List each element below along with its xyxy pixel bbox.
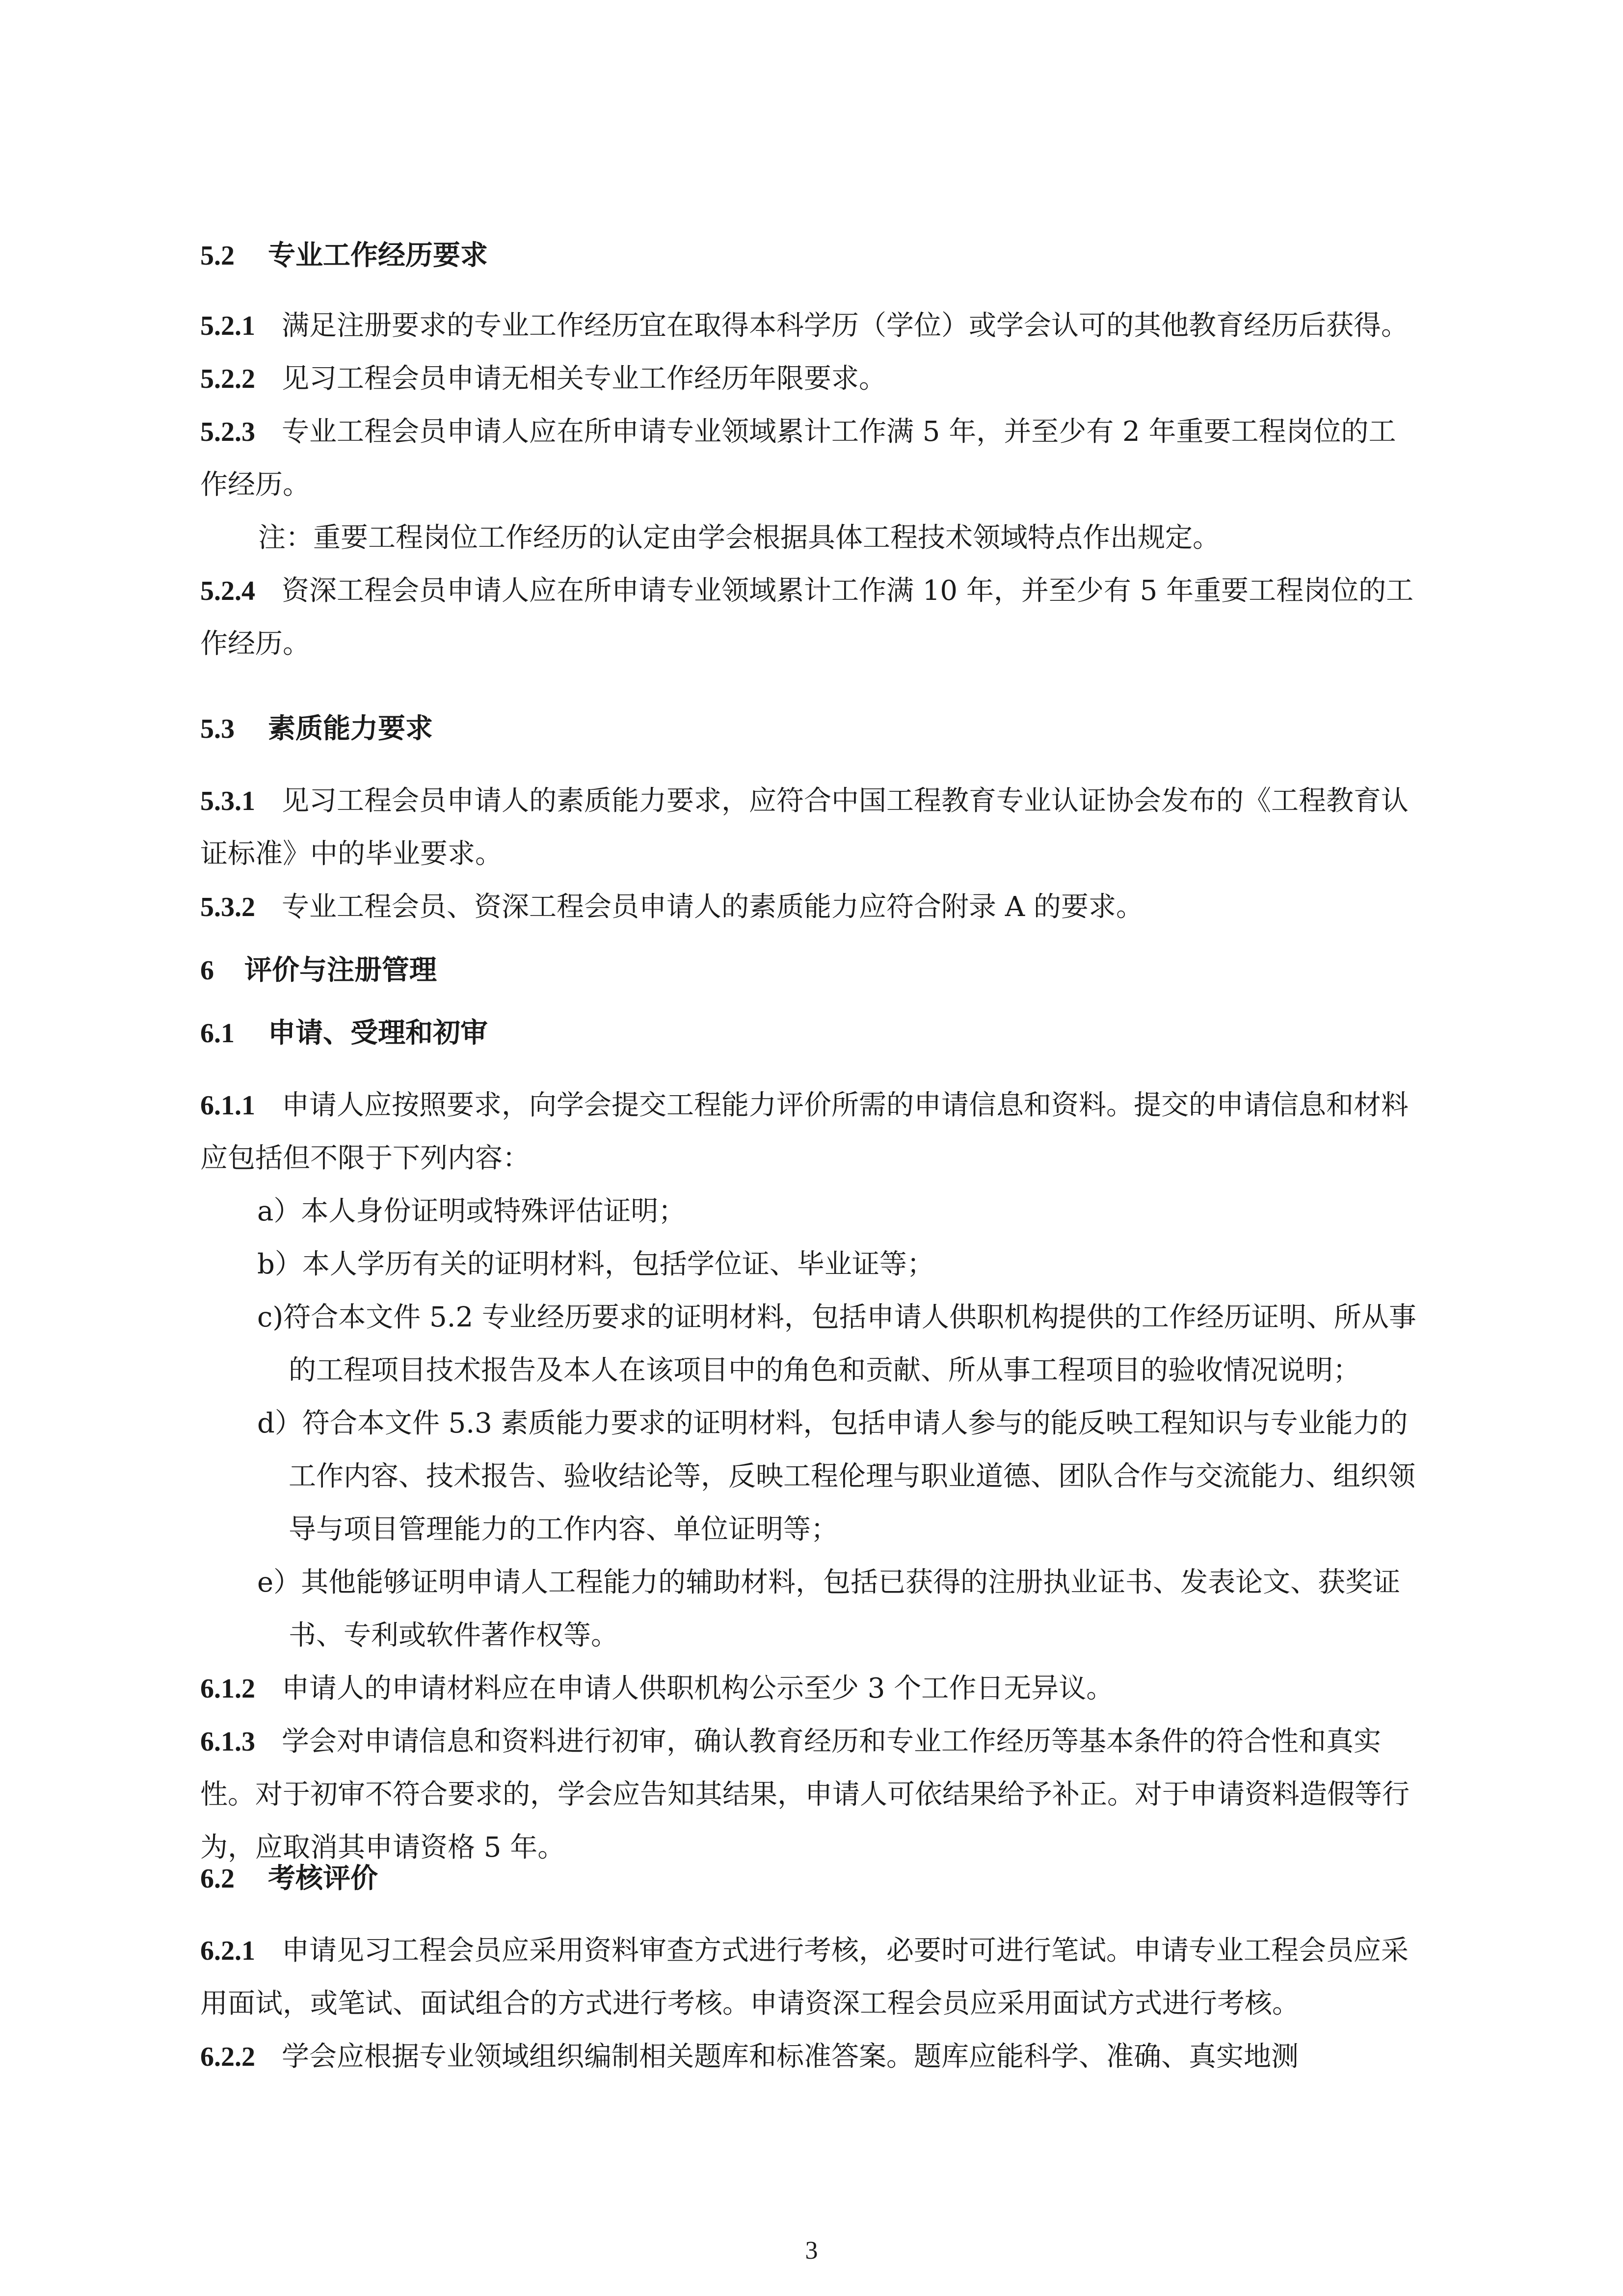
- heading-5-3: 5.3 素质能力要求: [200, 713, 433, 745]
- clause-6-2-1: 6.2.1 申请见习工程会员应采用资料审查方式进行考核，必要时可进行笔试。申请专业工程会员应采用面试，或笔试、面试组合的方式进行考核。申请资深工程会员应采用面试方式进行考核。: [200, 1935, 1409, 2020]
- clause-5-3-1: 5.3.1 见习工程会员申请人的素质能力要求，应符合中国工程教育专业认证协会发布的《工程教育认证标准》中的毕业要求。: [200, 785, 1409, 870]
- heading-6: 6 评价与注册管理: [200, 954, 437, 986]
- list-item-d: d）符合本文件 5.3 素质能力要求的证明材料，包括申请人参与的能反映工程知识与专业能力的工作内容、技术报告、验收结论等，反映工程伦理与职业道德、团队合作与交流能力、组织领导与项目管理能力的工作内容、单位证明等；: [257, 1407, 1415, 1545]
- heading-6-1: 6.1 申请、受理和初审: [200, 1017, 488, 1049]
- page-number: 3: [805, 2237, 818, 2265]
- clause-5-2-2: 5.2.2 见习工程会员申请无相关专业工作经历年限要求。: [200, 363, 886, 395]
- clause-5-2-3: 5.2.3 专业工程会员申请人应在所申请专业领域累计工作满 5 年，并至少有 2 年重要工程岗位的工作经历。: [200, 416, 1396, 501]
- section-6-2-body: [200, 1924, 1423, 2083]
- clause-6-1-1: 6.1.1 申请人应按照要求，向学会提交工程能力评价所需的申请信息和资料。提交的申请信息和材料应包括但不限于下列内容：: [200, 1089, 1409, 1174]
- heading-6-2: 6.2 考核评价: [200, 1863, 378, 1894]
- clause-6-1-2: 6.1.2 申请人的申请材料应在申请人供职机构公示至少 3 个工作日无异议。: [200, 1673, 1114, 1704]
- note-5-2-3: 注：重要工程岗位工作经历的认定由学会根据具体工程技术领域特点作出规定。: [258, 522, 1220, 554]
- list-item-c: c)符合本文件 5.2 专业经历要求的证明材料，包括申请人供职机构提供的工作经历证明、所从事的工程项目技术报告及本人在该项目中的角色和贡献、所从事工程项目的验收情况说明；: [257, 1301, 1416, 1386]
- list-item-b: b）本人学历有关的证明材料，包括学位证、毕业证等；: [257, 1248, 934, 1280]
- section-5-3-body: [200, 775, 1423, 934]
- clause-6-2-2: 6.2.2 学会应根据专业领域组织编制相关题库和标准答案。题库应能科学、准确、真实地测: [200, 2041, 1299, 2073]
- list-item-a: a）本人身份证明或特殊评估证明；: [257, 1195, 686, 1227]
- section-6-1-body: [200, 1079, 1423, 1874]
- list-item-e: e）其他能够证明申请人工程能力的辅助材料，包括已获得的注册执业证书、发表论文、获奖证书、专利或软件著作权等。: [257, 1567, 1401, 1651]
- clause-5-2-4: 5.2.4 资深工程会员申请人应在所申请专业领域累计工作满 10 年，并至少有 5 年重要工程岗位的工作经历。: [200, 575, 1414, 660]
- heading-5-2: 5.2 专业工作经历要求: [200, 240, 488, 271]
- section-5-2-body: [200, 299, 1423, 671]
- clause-5-2-1: 5.2.1 满足注册要求的专业工作经历宜在取得本科学历（学位）或学会认可的其他教育经历后获得。: [200, 310, 1409, 342]
- clause-6-1-3: 6.1.3 学会对申请信息和资料进行初审，确认教育经历和专业工作经历等基本条件的符合性和真实性。对于初审不符合要求的，学会应告知其结果，申请人可依结果给予补正。对于申请资料造假等行为，应取消其申请资格 5 年。: [200, 1726, 1410, 1864]
- clause-5-3-2: 5.3.2 专业工程会员、资深工程会员申请人的素质能力应符合附录 A 的要求。: [200, 891, 1144, 923]
